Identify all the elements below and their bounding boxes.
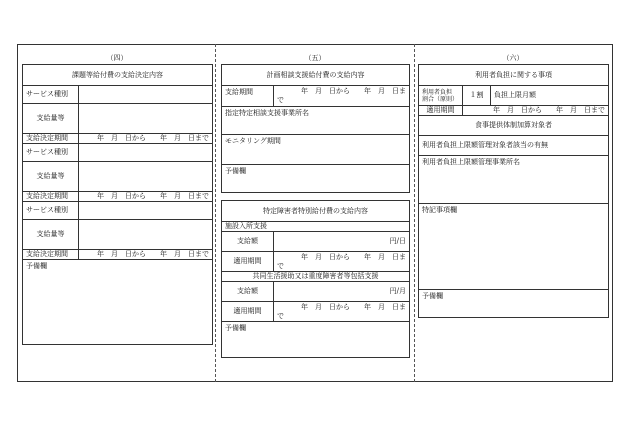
applicable-period-value: 年 月 日から 年 月 日ま で — [274, 252, 410, 272]
section-title: 利用者負担に関する事項 — [419, 65, 609, 86]
amount-value — [79, 220, 213, 250]
section-title: 課題等給付費の支給決定内容 — [23, 65, 213, 86]
facility-label: 施設入所支援 — [222, 222, 410, 232]
applicable-period-value: 年 月 日から 年 月 日まで — [463, 106, 609, 116]
burden-ratio-label: 利用者負担 割合（原則） — [419, 86, 463, 106]
special-notes-field: 特記事項欄 — [419, 204, 609, 290]
applicable-period-value: 年 月 日から 年 月 日ま で — [274, 302, 410, 322]
cap-management-office-field: 利用者負担上限額管理事業所名 — [419, 156, 609, 204]
service-type-label: サービス種別 — [23, 144, 79, 162]
special-benefit-table — [221, 200, 410, 358]
notes-field: 予備欄 — [222, 165, 410, 193]
monitoring-period-field: モニタリング期間 — [222, 135, 410, 165]
amount-label: 支給額 — [222, 282, 274, 302]
notes-field: 予備欄 — [222, 322, 410, 358]
amount-value — [79, 162, 213, 192]
section-title: 計画相談支援給付費の支給内容 — [222, 65, 410, 86]
burden-ratio-value: １割 — [463, 86, 491, 106]
monthly-cap-label: 負担上限月額 — [491, 86, 609, 106]
service-type-label: サービス種別 — [23, 202, 79, 220]
period-value: 年 月 日から 年 月 日まで — [79, 192, 213, 202]
amount-label: 支給量等 — [23, 162, 79, 192]
column-divider — [414, 44, 415, 382]
column-header-6: （六） — [502, 54, 524, 62]
service-type-value — [79, 144, 213, 162]
service-type-label: サービス種別 — [23, 86, 79, 104]
amount-value — [79, 104, 213, 134]
provider-name-field: 指定特定相談支援事業所名 — [222, 107, 410, 135]
notes-field: 予備欄 — [419, 290, 609, 318]
section-title: 特定障害者特別給付費の支給内容 — [222, 201, 410, 222]
group-living-label: 共同生活援助又は重度障害者等包括支援 — [222, 272, 410, 282]
period-label: 支給決定期間 — [23, 250, 79, 260]
applicable-period-label: 適用期間 — [419, 106, 463, 116]
service-type-value — [79, 86, 213, 104]
meal-provision-field: 食事提供体制加算対象者 — [419, 116, 609, 136]
applicable-period-label: 適用期間 — [222, 252, 274, 272]
amount-label: 支給量等 — [23, 220, 79, 250]
amount-label: 支給量等 — [23, 104, 79, 134]
applicable-period-label: 適用期間 — [222, 302, 274, 322]
plan-consultation-table — [221, 64, 410, 193]
column-header-5: （五） — [304, 54, 326, 62]
user-burden-table — [418, 64, 609, 318]
period-label: 支給期間 — [222, 86, 274, 107]
amount-per-day: 円/日 — [274, 232, 410, 252]
period-value: 年 月 日から 年 月 日ま で — [274, 86, 410, 107]
service-type-value — [79, 202, 213, 220]
period-label: 支給決定期間 — [23, 134, 79, 144]
period-value: 年 月 日から 年 月 日まで — [79, 250, 213, 260]
column-divider — [215, 44, 216, 382]
period-value: 年 月 日から 年 月 日まで — [79, 134, 213, 144]
amount-per-month: 円/月 — [274, 282, 410, 302]
column-header-4: （四） — [106, 54, 128, 62]
notes-field: 予備欄 — [23, 260, 213, 345]
period-label: 支給決定期間 — [23, 192, 79, 202]
cap-management-field: 利用者負担上限額管理対象者該当の有無 — [419, 136, 609, 156]
benefit-decision-table — [22, 64, 213, 345]
amount-label: 支給額 — [222, 232, 274, 252]
